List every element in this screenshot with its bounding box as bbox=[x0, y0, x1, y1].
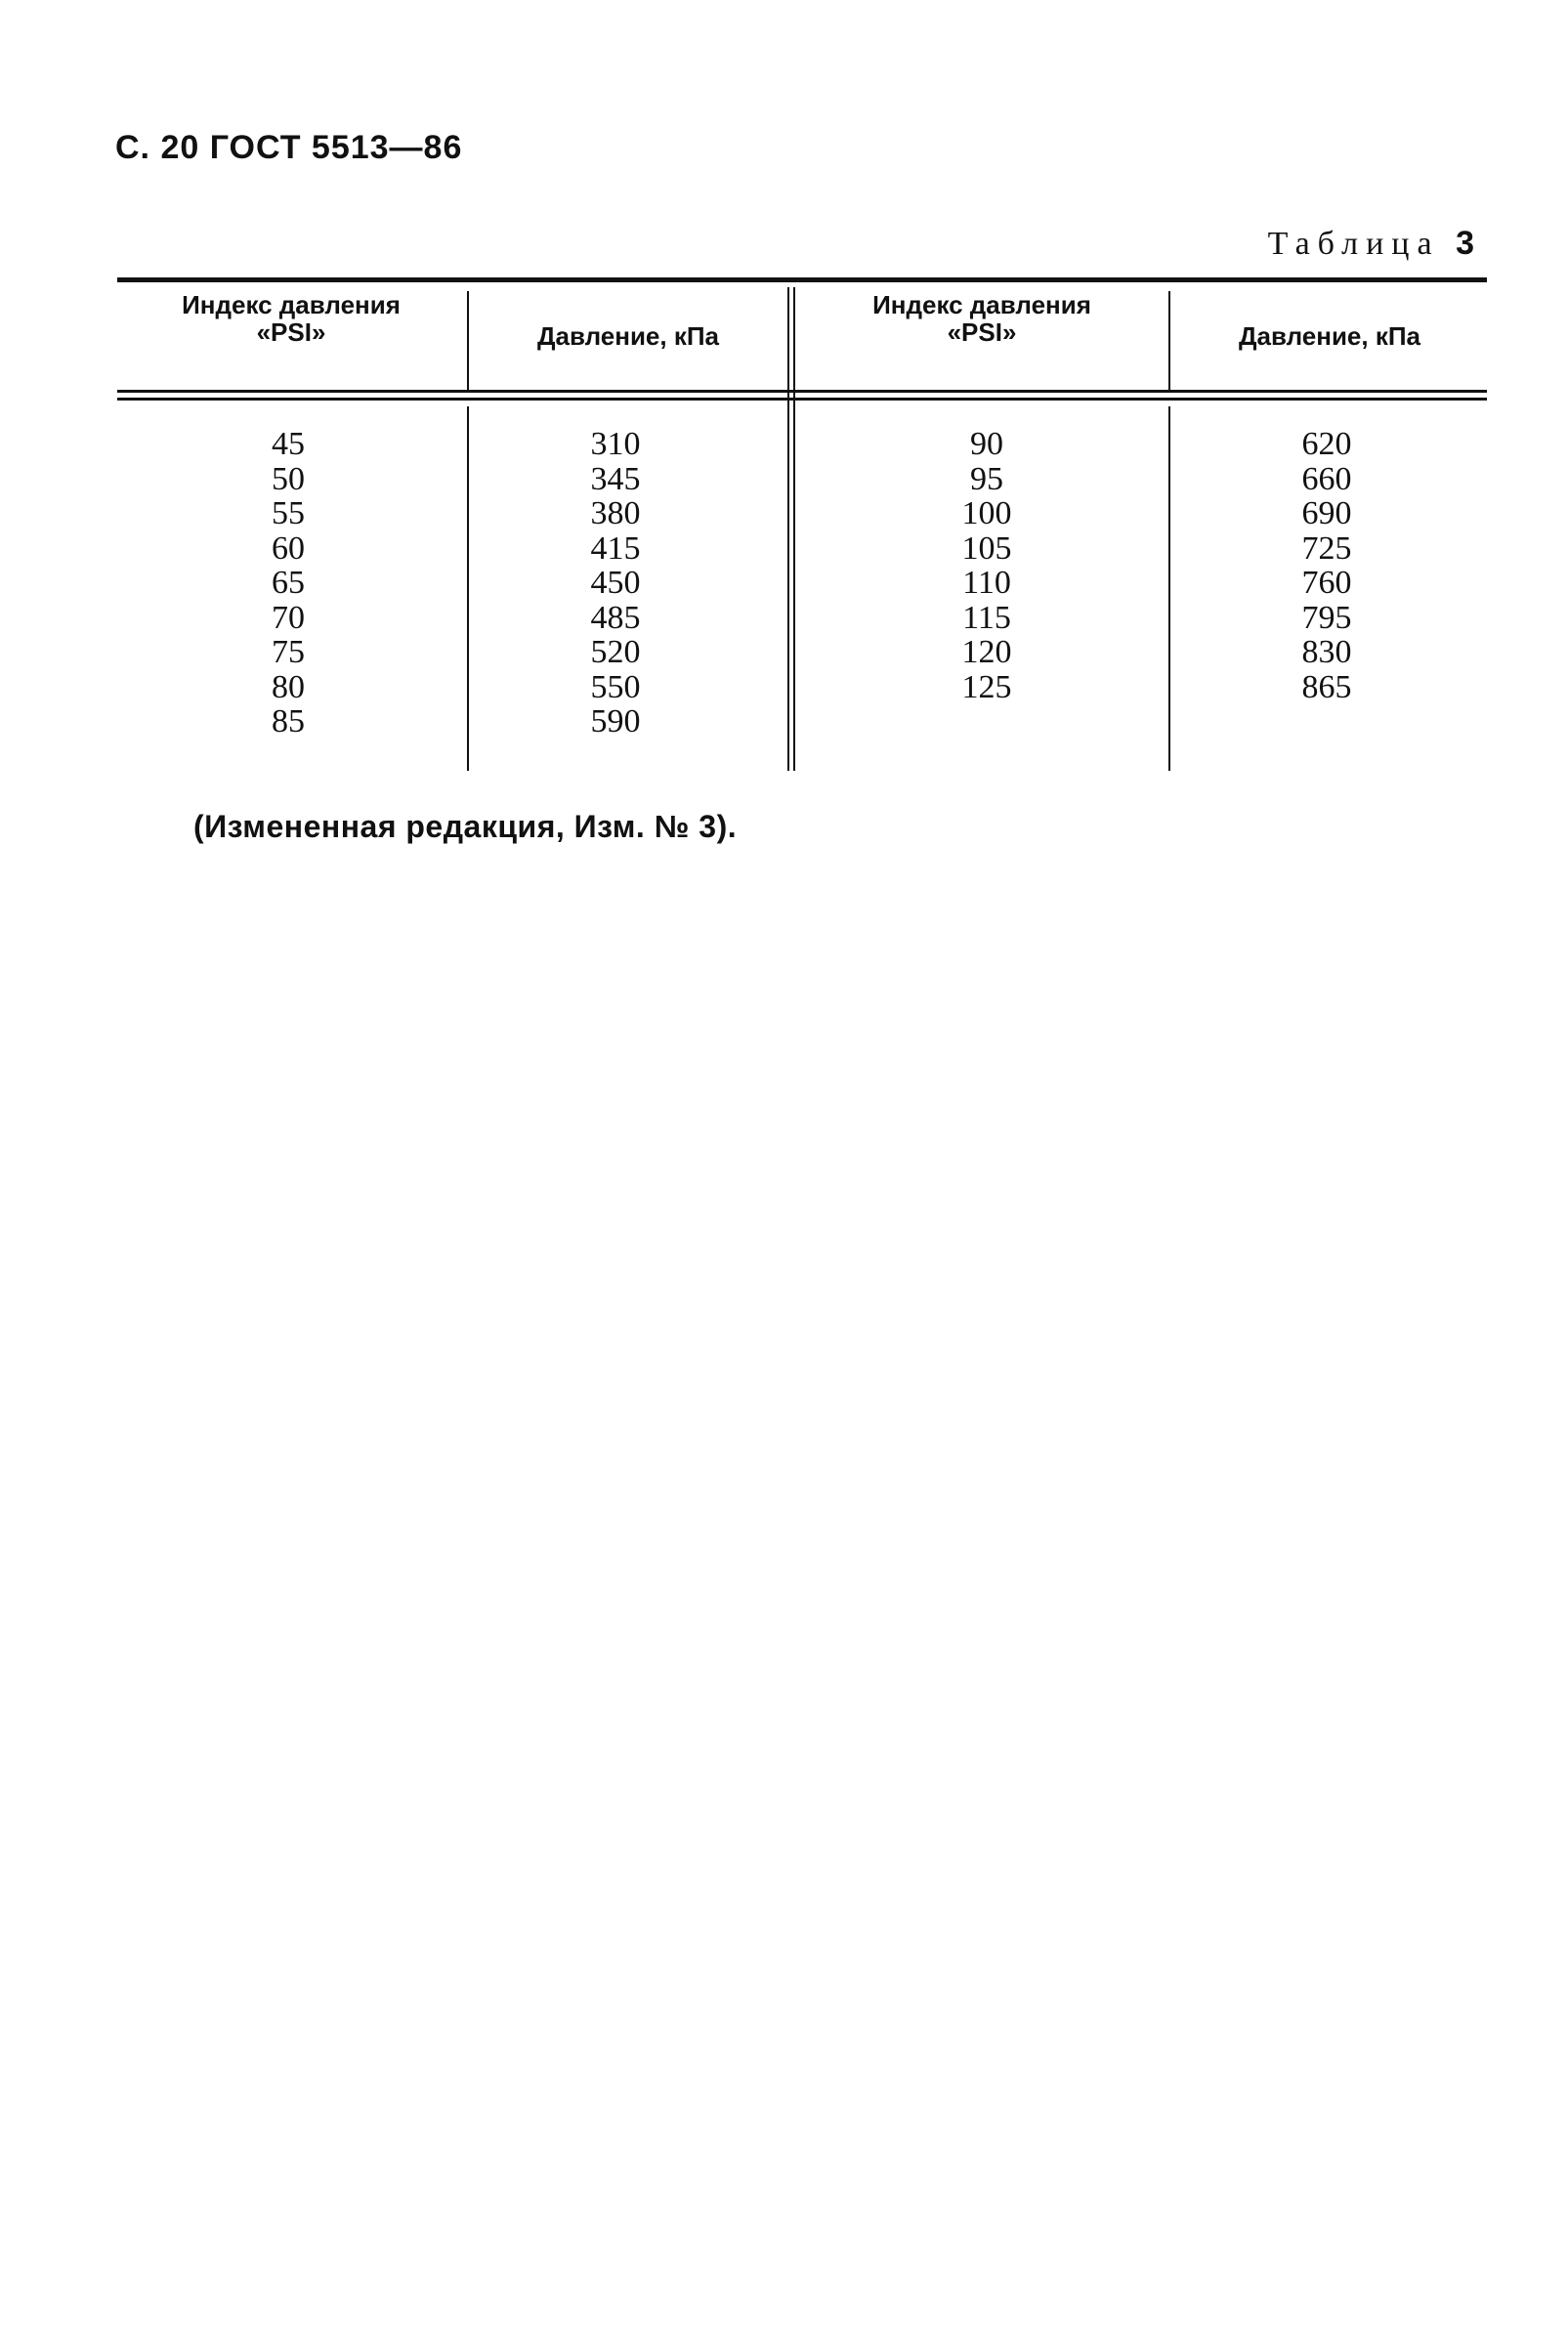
column-divider bbox=[1168, 291, 1170, 390]
table-cell: 100 bbox=[961, 495, 1012, 531]
table-cell: 620 bbox=[1301, 426, 1352, 462]
table-cell: 120 bbox=[961, 634, 1012, 670]
column-divider bbox=[467, 291, 469, 390]
table-cell: 45 bbox=[272, 426, 305, 462]
table-cell: 865 bbox=[1301, 668, 1352, 705]
header-line: «PSI» bbox=[256, 317, 326, 347]
table-cell: 760 bbox=[1301, 565, 1352, 601]
table-cell: 65 bbox=[272, 565, 305, 601]
header-divider-rule-second bbox=[117, 398, 1487, 401]
table-cell: 415 bbox=[590, 529, 641, 567]
table-cell: 105 bbox=[961, 529, 1012, 567]
table-cell: 90 bbox=[970, 426, 1003, 462]
column-divider bbox=[467, 406, 469, 771]
table-cell: 520 bbox=[590, 634, 641, 670]
table-cell: 110 bbox=[962, 565, 1011, 601]
header-line: Индекс давления bbox=[182, 290, 401, 319]
header-divider-rule bbox=[117, 390, 1487, 393]
table-cell: 50 bbox=[272, 460, 305, 497]
header-cell-pressure-right bbox=[1172, 287, 1487, 385]
table-cell: 450 bbox=[590, 565, 641, 601]
table-cell: 95 bbox=[970, 460, 1003, 497]
header-cell-psi-index-left bbox=[117, 287, 465, 385]
table-cell: 70 bbox=[272, 599, 305, 636]
table-cell: 380 bbox=[590, 495, 641, 531]
table-cell: 55 bbox=[272, 495, 305, 531]
header-line: «PSI» bbox=[947, 317, 1017, 347]
table-cell: 125 bbox=[961, 668, 1012, 705]
table-cell: 485 bbox=[590, 599, 641, 636]
center-double-divider-second bbox=[793, 287, 795, 771]
table-cell: 830 bbox=[1301, 634, 1352, 670]
header-cell-psi-index-right bbox=[797, 287, 1166, 385]
table-cell: 590 bbox=[590, 703, 641, 740]
column-divider bbox=[1168, 406, 1170, 771]
table-caption bbox=[1268, 225, 1474, 263]
table-cell: 310 bbox=[590, 426, 641, 462]
header-cell-pressure-left bbox=[471, 287, 785, 385]
table-cell: 795 bbox=[1301, 599, 1352, 636]
table-cell: 115 bbox=[962, 599, 1011, 636]
table-cell: 80 bbox=[272, 668, 305, 705]
table-cell: 550 bbox=[590, 668, 641, 705]
table-top-rule bbox=[117, 277, 1487, 282]
table-cell: 85 bbox=[272, 703, 305, 740]
table-caption-number: 3 bbox=[1456, 225, 1474, 262]
header-line: Индекс давления bbox=[872, 290, 1091, 319]
table-cell: 345 bbox=[590, 460, 641, 497]
header-line: Давление, кПа bbox=[536, 321, 719, 351]
table-cell: 725 bbox=[1301, 529, 1352, 567]
table-cell: 690 bbox=[1301, 495, 1352, 531]
column-pressure-left bbox=[528, 427, 703, 740]
table-cell: 660 bbox=[1301, 460, 1352, 497]
revision-note: (Измененная редакция, Изм. № 3). bbox=[193, 809, 738, 844]
column-pressure-right bbox=[1239, 427, 1415, 704]
header-line: Давление, кПа bbox=[1238, 321, 1420, 351]
table-caption-word: Таблица bbox=[1267, 226, 1440, 262]
pressure-table bbox=[117, 277, 1487, 771]
page-header: С. 20 ГОСТ 5513—86 bbox=[115, 129, 463, 166]
center-double-divider bbox=[787, 287, 789, 771]
table-cell: 60 bbox=[272, 529, 305, 567]
table-cell: 75 bbox=[272, 634, 305, 670]
column-psi-index-right bbox=[899, 427, 1075, 704]
column-psi-index-left bbox=[210, 427, 366, 740]
